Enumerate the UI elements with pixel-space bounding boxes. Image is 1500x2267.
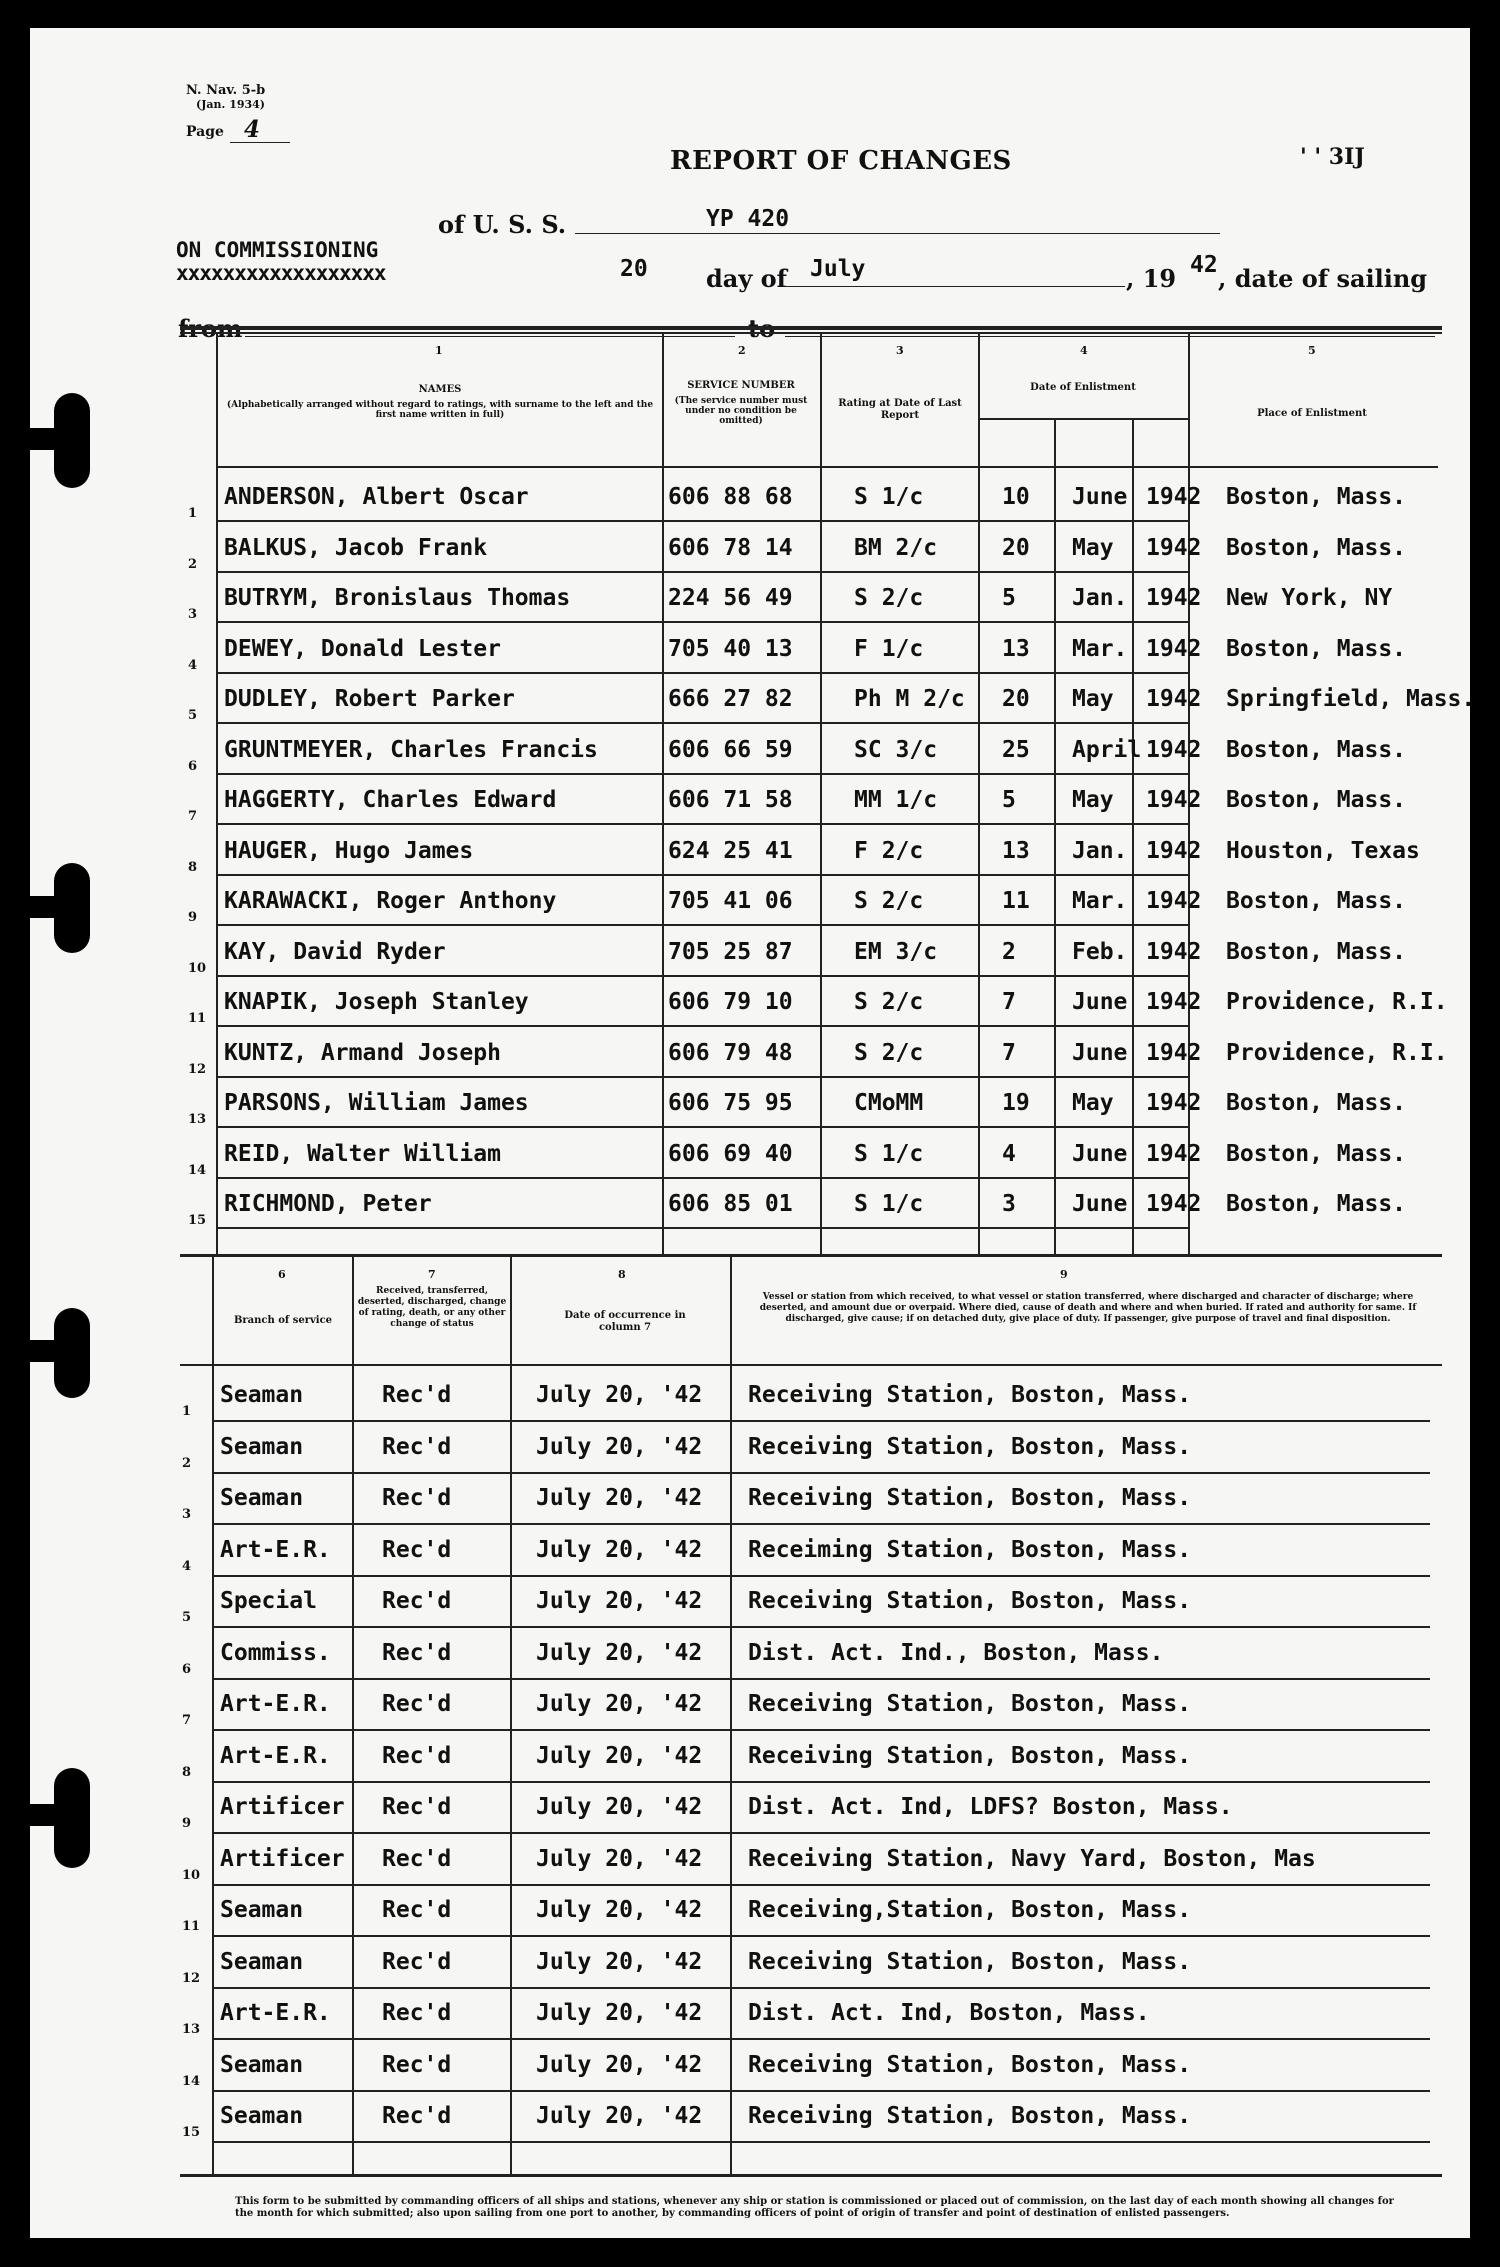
change-status: Rec'd xyxy=(382,1588,452,1614)
enlist-day: 4 xyxy=(1002,1140,1016,1167)
person-name: BALKUS, Jacob Frank xyxy=(224,534,488,561)
service-number: 606 88 68 xyxy=(668,484,793,510)
document-page xyxy=(30,28,1476,2238)
person-name: KNAPIK, Joseph Stanley xyxy=(224,989,529,1015)
branch-of-service: Seaman xyxy=(220,1948,304,1975)
enlist-place: Boston, Mass. xyxy=(1226,787,1407,813)
bottom-table-end xyxy=(180,2174,1442,2177)
form-id: N. Nav. 5-b xyxy=(186,83,266,98)
person-name: HAUGER, Hugo James xyxy=(224,837,474,864)
bottom-table-top xyxy=(180,1254,1442,1257)
col8-header: Date of occurrence in column 7 xyxy=(564,1310,686,1333)
to-underline xyxy=(785,336,1435,337)
occurrence-date: July 20, '42 xyxy=(536,1639,703,1666)
date-of-sailing-label: , date of sailing xyxy=(1218,264,1428,293)
occurrence-date: July 20, '42 xyxy=(536,1742,703,1769)
branch-of-service: Commiss. xyxy=(220,1639,331,1666)
occurrence-date: July 20, '42 xyxy=(536,1691,703,1717)
col-divider xyxy=(352,1254,354,2174)
row-rule xyxy=(212,1626,1430,1628)
col-divider xyxy=(978,332,980,1254)
rating: S 2/c xyxy=(854,888,924,914)
row-rule xyxy=(212,1832,1430,1834)
rating: S 1/c xyxy=(854,484,924,510)
row-rule xyxy=(216,722,1188,724)
row-number: 5 xyxy=(188,708,198,723)
enlist-month: May xyxy=(1072,1090,1114,1116)
station-detail: Receiving Station, Boston, Mass. xyxy=(748,2103,1192,2129)
row-rule xyxy=(216,773,1188,775)
enlist-year: 1942 xyxy=(1146,484,1202,510)
enlist-month: May xyxy=(1072,534,1114,561)
occurrence-date: July 20, '42 xyxy=(536,1948,703,1975)
enlist-day: 20 xyxy=(1002,686,1030,712)
enlist-month: June xyxy=(1072,1191,1128,1217)
struck-text: xxxxxxxxxxxxxxxxxx xyxy=(176,261,386,285)
col1-sub: (Alphabetically arranged without regard to ratings, with surname to the left and the first name written in full) xyxy=(226,400,654,420)
rating: S 2/c xyxy=(854,585,924,611)
enlist-year: 1942 xyxy=(1146,534,1202,561)
enlist-month: May xyxy=(1072,787,1114,813)
enlist-month: Mar. xyxy=(1072,635,1128,662)
rating: F 2/c xyxy=(854,837,924,864)
change-status: Rec'd xyxy=(382,2051,452,2078)
enlist-place: Boston, Mass. xyxy=(1226,484,1407,510)
enlist-day: 11 xyxy=(1002,888,1030,914)
enlist-day: 20 xyxy=(1002,534,1030,561)
row-rule xyxy=(212,1987,1430,1989)
col-divider xyxy=(730,1254,732,2174)
ship-name: YP 420 xyxy=(706,206,790,232)
corner-mark: ' ' 3IJ xyxy=(1300,144,1365,170)
row-rule xyxy=(212,1678,1430,1680)
enlist-place: Boston, Mass. xyxy=(1226,635,1407,662)
of-uss-label: of U. S. S. xyxy=(438,210,567,239)
branch-of-service: Art-E.R. xyxy=(220,2000,331,2026)
top-table-border xyxy=(180,332,1442,334)
person-name: KUNTZ, Armand Joseph xyxy=(224,1039,501,1066)
row-rule xyxy=(216,1126,1188,1128)
enlist-place: Providence, R.I. xyxy=(1226,989,1448,1015)
occurrence-date: July 20, '42 xyxy=(536,1845,703,1872)
row-number: 14 xyxy=(182,2073,201,2089)
enlist-year: 1942 xyxy=(1146,1090,1202,1116)
station-detail: Receiving Station, Boston, Mass. xyxy=(748,1485,1192,1511)
enlist-month: April xyxy=(1072,736,1142,763)
enlist-year: 1942 xyxy=(1146,1191,1202,1217)
row-number: 3 xyxy=(188,607,198,622)
binder-tab xyxy=(30,896,90,918)
row-number: 6 xyxy=(188,758,198,774)
change-status: Rec'd xyxy=(382,1794,452,1820)
col5-header: Place of Enlistment xyxy=(1257,408,1367,419)
enlist-place: Providence, R.I. xyxy=(1226,1039,1448,1066)
station-detail: Receiving Station, Boston, Mass. xyxy=(748,1588,1192,1614)
row-rule xyxy=(216,1227,1188,1229)
row-rule xyxy=(212,1420,1430,1422)
rating: EM 3/c xyxy=(854,938,938,965)
rating: Ph M 2/c xyxy=(854,686,965,712)
change-status: Rec'd xyxy=(382,1742,452,1769)
row-number: 9 xyxy=(188,910,198,925)
branch-of-service: Seaman xyxy=(220,1897,304,1923)
station-detail: Receiving Station, Boston, Mass. xyxy=(748,1433,1192,1460)
row-rule xyxy=(212,1575,1430,1577)
service-number: 705 40 13 xyxy=(668,635,793,662)
row-number: 13 xyxy=(182,2022,201,2037)
row-number: 1 xyxy=(188,506,198,521)
person-name: PARSONS, William James xyxy=(224,1090,529,1116)
service-number: 606 66 59 xyxy=(668,736,793,763)
service-number: 624 25 41 xyxy=(668,837,793,864)
occurrence-date: July 20, '42 xyxy=(536,2000,703,2026)
station-detail: Receiving Station, Boston, Mass. xyxy=(748,1382,1192,1408)
enlist-place: Springfield, Mass. xyxy=(1226,686,1476,712)
service-number: 606 79 10 xyxy=(668,989,793,1015)
change-status: Rec'd xyxy=(382,1639,452,1666)
enlist-day: 19 xyxy=(1002,1090,1030,1116)
change-status: Rec'd xyxy=(382,1485,452,1511)
service-number: 606 69 40 xyxy=(668,1140,793,1167)
station-detail: Receiving Station, Boston, Mass. xyxy=(748,1948,1192,1975)
enlist-month: Feb. xyxy=(1072,938,1128,965)
change-status: Rec'd xyxy=(382,1536,452,1563)
row-rule xyxy=(212,1781,1430,1783)
row-number: 10 xyxy=(182,1867,201,1883)
col-divider xyxy=(1132,418,1134,1254)
enlist-month: May xyxy=(1072,686,1114,712)
row-rule xyxy=(216,621,1188,623)
row-number: 11 xyxy=(188,1011,207,1026)
branch-of-service: Artificer xyxy=(220,1845,345,1872)
col-divider xyxy=(510,1254,512,2174)
top-header-bottom xyxy=(216,466,1438,468)
year-suffix: 42 xyxy=(1190,252,1218,278)
change-status: Rec'd xyxy=(382,1691,452,1717)
change-status: Rec'd xyxy=(382,1948,452,1975)
page-number: 4 xyxy=(244,116,261,143)
col4-header: Date of Enlistment xyxy=(1030,382,1136,393)
row-number: 13 xyxy=(188,1112,207,1127)
row-rule xyxy=(212,1884,1430,1886)
occurrence-date: July 20, '42 xyxy=(536,1382,703,1408)
row-rule xyxy=(212,1729,1430,1731)
row-number: 12 xyxy=(182,1970,201,1986)
ship-underline xyxy=(575,233,1220,234)
row-rule xyxy=(212,1935,1430,1937)
service-number: 606 71 58 xyxy=(668,787,793,813)
service-number: 606 78 14 xyxy=(668,534,793,561)
col5-num: 5 xyxy=(1308,344,1316,357)
rating: F 1/c xyxy=(854,635,924,662)
rating: S 1/c xyxy=(854,1140,924,1167)
col-divider xyxy=(1054,418,1056,1254)
col7-header: Received, transferred, deserted, discharged, change of rating, death, or any other change of status xyxy=(357,1286,507,1329)
year-prefix: , 19 xyxy=(1126,264,1177,293)
change-status: Rec'd xyxy=(382,1382,452,1408)
enlist-day: 5 xyxy=(1002,585,1016,611)
row-rule xyxy=(216,975,1188,977)
row-number: 15 xyxy=(188,1213,207,1228)
person-name: DEWEY, Donald Lester xyxy=(224,635,501,662)
row-number: 7 xyxy=(188,809,198,824)
row-rule xyxy=(216,672,1188,674)
person-name: KARAWACKI, Roger Anthony xyxy=(224,888,557,914)
change-status: Rec'd xyxy=(382,2000,452,2026)
enlist-place: Boston, Mass. xyxy=(1226,1140,1407,1167)
row-rule xyxy=(216,571,1188,573)
rating: CMoMM xyxy=(854,1090,924,1116)
enlist-month: Mar. xyxy=(1072,888,1128,914)
occurrence-date: July 20, '42 xyxy=(536,2051,703,2078)
row-number: 2 xyxy=(188,556,198,572)
station-detail: Receiving Station, Boston, Mass. xyxy=(748,1691,1192,1717)
station-detail: Dist. Act. Ind., Boston, Mass. xyxy=(748,1639,1164,1666)
service-number: 606 85 01 xyxy=(668,1191,793,1217)
col4-num: 4 xyxy=(1080,344,1088,357)
row-rule xyxy=(216,874,1188,876)
footer-instructions: This form to be submitted by commanding officers of all ships and stations, whenever any ship or station is commissioned or placed out of commission, on the last day of each month showing all changes for the month for which submitted; also upon sailing from one port to another, by commanding officers of point of origin of transfer and point of destination of enlisted passengers. xyxy=(235,2196,1394,2219)
day-of-label: day of xyxy=(706,264,787,293)
col-divider xyxy=(820,332,822,1254)
col6-header: Branch of service xyxy=(233,1315,333,1326)
top-table-border xyxy=(180,326,1442,330)
col8-num: 8 xyxy=(618,1268,626,1281)
col3-num: 3 xyxy=(896,344,904,357)
col-divider xyxy=(216,332,218,1254)
col2-num: 2 xyxy=(738,344,746,357)
row-number: 11 xyxy=(182,1919,201,1934)
col-divider xyxy=(662,332,664,1254)
enlist-year: 1942 xyxy=(1146,1140,1202,1167)
enlist-day: 10 xyxy=(1002,484,1030,510)
person-name: DUDLEY, Robert Parker xyxy=(224,686,515,712)
col3-header: Rating at Date of Last Report xyxy=(838,398,962,421)
row-number: 6 xyxy=(182,1661,192,1677)
rating: S 1/c xyxy=(854,1191,924,1217)
service-number: 606 75 95 xyxy=(668,1090,793,1116)
row-number: 4 xyxy=(182,1558,192,1574)
enlist-month: June xyxy=(1072,484,1128,510)
person-name: KAY, David Ryder xyxy=(224,938,446,965)
enlist-month: Jan. xyxy=(1072,837,1128,864)
station-detail: Receiving Station, Boston, Mass. xyxy=(748,1742,1192,1769)
rating: SC 3/c xyxy=(854,736,938,763)
col2-header: SERVICE NUMBER xyxy=(687,380,795,391)
person-name: REID, Walter William xyxy=(224,1140,501,1167)
enlist-year: 1942 xyxy=(1146,938,1202,965)
service-number: 666 27 82 xyxy=(668,686,793,712)
row-number: 4 xyxy=(188,657,198,673)
binder-tab xyxy=(30,428,90,450)
branch-of-service: Artificer xyxy=(220,1794,345,1820)
row-number: 2 xyxy=(182,1455,192,1471)
enlist-place: Boston, Mass. xyxy=(1226,736,1407,763)
day-value: 20 xyxy=(620,256,648,282)
col6-num: 6 xyxy=(278,1268,286,1281)
person-name: RICHMOND, Peter xyxy=(224,1191,432,1217)
person-name: BUTRYM, Bronislaus Thomas xyxy=(224,585,571,611)
page-underline xyxy=(230,142,290,143)
row-number: 14 xyxy=(188,1162,207,1178)
change-status: Rec'd xyxy=(382,1897,452,1923)
form-date: (Jan. 1934) xyxy=(196,98,266,111)
col1-header: NAMES xyxy=(418,384,462,395)
enlist-place: Boston, Mass. xyxy=(1226,938,1407,965)
enlist-place: Boston, Mass. xyxy=(1226,534,1407,561)
enlist-day: 2 xyxy=(1002,938,1016,965)
branch-of-service: Art-E.R. xyxy=(220,1536,331,1563)
enlist-place: Houston, Texas xyxy=(1226,837,1420,864)
branch-of-service: Seaman xyxy=(220,1485,304,1511)
row-number: 3 xyxy=(182,1507,192,1522)
occurrence-date: July 20, '42 xyxy=(536,1433,703,1460)
occurrence-date: July 20, '42 xyxy=(536,1794,703,1820)
enlist-day: 13 xyxy=(1002,837,1030,864)
col2-sub: (The service number must under no condition be omitted) xyxy=(674,396,808,426)
from-label: from xyxy=(178,314,243,343)
enlist-day: 5 xyxy=(1002,787,1016,813)
col9-num: 9 xyxy=(1060,1268,1068,1281)
enlist-year: 1942 xyxy=(1146,585,1202,611)
person-name: HAGGERTY, Charles Edward xyxy=(224,787,557,813)
enlist-year: 1942 xyxy=(1146,837,1202,864)
enlist-year: 1942 xyxy=(1146,989,1202,1015)
enlist-place: Boston, Mass. xyxy=(1226,1090,1407,1116)
page-label: Page xyxy=(186,124,224,140)
rating: S 2/c xyxy=(854,1039,924,1066)
binder-tab xyxy=(30,1340,90,1362)
occurrence-date: July 20, '42 xyxy=(536,1536,703,1563)
col9-header: Vessel or station from which received, to what vessel or station transferred, where discharged and character of discharge; where deserted, and amount due or overpaid. Where died, cause of death and where and when buried. If rated and authority for same. If discharged, give cause; if on detached duty, give place of duty. If passenger, give purpose of travel and final disposition. xyxy=(759,1292,1417,1324)
branch-of-service: Seaman xyxy=(220,1382,304,1408)
change-status: Rec'd xyxy=(382,1433,452,1460)
service-number: 224 56 49 xyxy=(668,585,793,611)
change-status: Rec'd xyxy=(382,1845,452,1872)
row-number: 12 xyxy=(188,1061,207,1077)
row-rule xyxy=(216,1076,1188,1078)
occurrence-date: July 20, '42 xyxy=(536,1588,703,1614)
row-number: 8 xyxy=(188,859,198,875)
col7-num: 7 xyxy=(428,1268,436,1281)
to-label: to xyxy=(748,314,776,343)
service-number: 606 79 48 xyxy=(668,1039,793,1066)
service-number: 705 41 06 xyxy=(668,888,793,914)
occurrence-date: July 20, '42 xyxy=(536,1485,703,1511)
row-rule xyxy=(216,520,1188,522)
rating: MM 1/c xyxy=(854,787,938,813)
enlist-month: June xyxy=(1072,1140,1128,1167)
enlist-year: 1942 xyxy=(1146,686,1202,712)
row-rule xyxy=(212,2038,1430,2040)
row-rule xyxy=(216,823,1188,825)
station-detail: Receiving Station, Boston, Mass. xyxy=(748,2051,1192,2078)
report-title: REPORT OF CHANGES xyxy=(670,146,1012,176)
rating: S 2/c xyxy=(854,989,924,1015)
branch-of-service: Seaman xyxy=(220,2103,304,2129)
enlist-day: 13 xyxy=(1002,635,1030,662)
service-number: 705 25 87 xyxy=(668,938,793,965)
change-status: Rec'd xyxy=(382,2103,452,2129)
enlist-day: 7 xyxy=(1002,989,1016,1015)
branch-of-service: Seaman xyxy=(220,2051,304,2078)
enlist-day: 25 xyxy=(1002,736,1030,763)
row-rule xyxy=(212,2090,1430,2092)
binder-tab xyxy=(30,1804,90,1826)
row-rule xyxy=(216,1177,1188,1179)
row-rule xyxy=(212,1523,1430,1525)
enlist-month: June xyxy=(1072,1039,1128,1066)
enlist-day: 3 xyxy=(1002,1191,1016,1217)
row-number: 8 xyxy=(182,1764,192,1780)
col-divider xyxy=(212,1254,214,2174)
row-number: 1 xyxy=(182,1404,192,1419)
occasion-typed: ON COMMISSIONING xyxy=(176,238,379,262)
branch-of-service: Art-E.R. xyxy=(220,1742,331,1769)
enlist-year: 1942 xyxy=(1146,787,1202,813)
occurrence-date: July 20, '42 xyxy=(536,1897,703,1923)
month-value: July xyxy=(810,256,866,282)
enlist-month: Jan. xyxy=(1072,585,1128,611)
row-rule xyxy=(212,2141,1430,2143)
row-rule xyxy=(216,924,1188,926)
enlist-place: Boston, Mass. xyxy=(1226,1191,1407,1217)
enlist-place: New York, NY xyxy=(1226,585,1393,611)
enlist-year: 1942 xyxy=(1146,635,1202,662)
station-detail: Receiving Station, Navy Yard, Boston, Mas xyxy=(748,1845,1316,1872)
enlist-month: June xyxy=(1072,989,1128,1015)
branch-of-service: Special xyxy=(220,1588,317,1614)
row-number: 7 xyxy=(182,1713,192,1728)
enlist-place: Boston, Mass. xyxy=(1226,888,1407,914)
row-rule xyxy=(216,1025,1188,1027)
enlist-year: 1942 xyxy=(1146,1039,1202,1066)
station-detail: Dist. Act. Ind, Boston, Mass. xyxy=(748,2000,1150,2026)
person-name: ANDERSON, Albert Oscar xyxy=(224,484,529,510)
row-number: 10 xyxy=(188,960,207,976)
enlist-year: 1942 xyxy=(1146,888,1202,914)
station-detail: Receiming Station, Boston, Mass. xyxy=(748,1536,1192,1563)
row-number: 9 xyxy=(182,1816,192,1831)
bottom-header-bottom xyxy=(180,1364,1442,1366)
row-number: 5 xyxy=(182,1610,192,1625)
row-number: 15 xyxy=(182,2125,201,2140)
enlist-year: 1942 xyxy=(1146,736,1202,763)
branch-of-service: Seaman xyxy=(220,1433,304,1460)
station-detail: Dist. Act. Ind, LDFS? Boston, Mass. xyxy=(748,1794,1233,1820)
row-rule xyxy=(212,1472,1430,1474)
person-name: GRUNTMEYER, Charles Francis xyxy=(224,736,598,763)
branch-of-service: Art-E.R. xyxy=(220,1691,331,1717)
occurrence-date: July 20, '42 xyxy=(536,2103,703,2129)
enlist-day: 7 xyxy=(1002,1039,1016,1066)
station-detail: Receiving,Station, Boston, Mass. xyxy=(748,1897,1192,1923)
rating: BM 2/c xyxy=(854,534,938,561)
enlist-subhead-line xyxy=(978,418,1188,420)
month-underline xyxy=(785,286,1125,287)
col1-num: 1 xyxy=(435,344,443,357)
